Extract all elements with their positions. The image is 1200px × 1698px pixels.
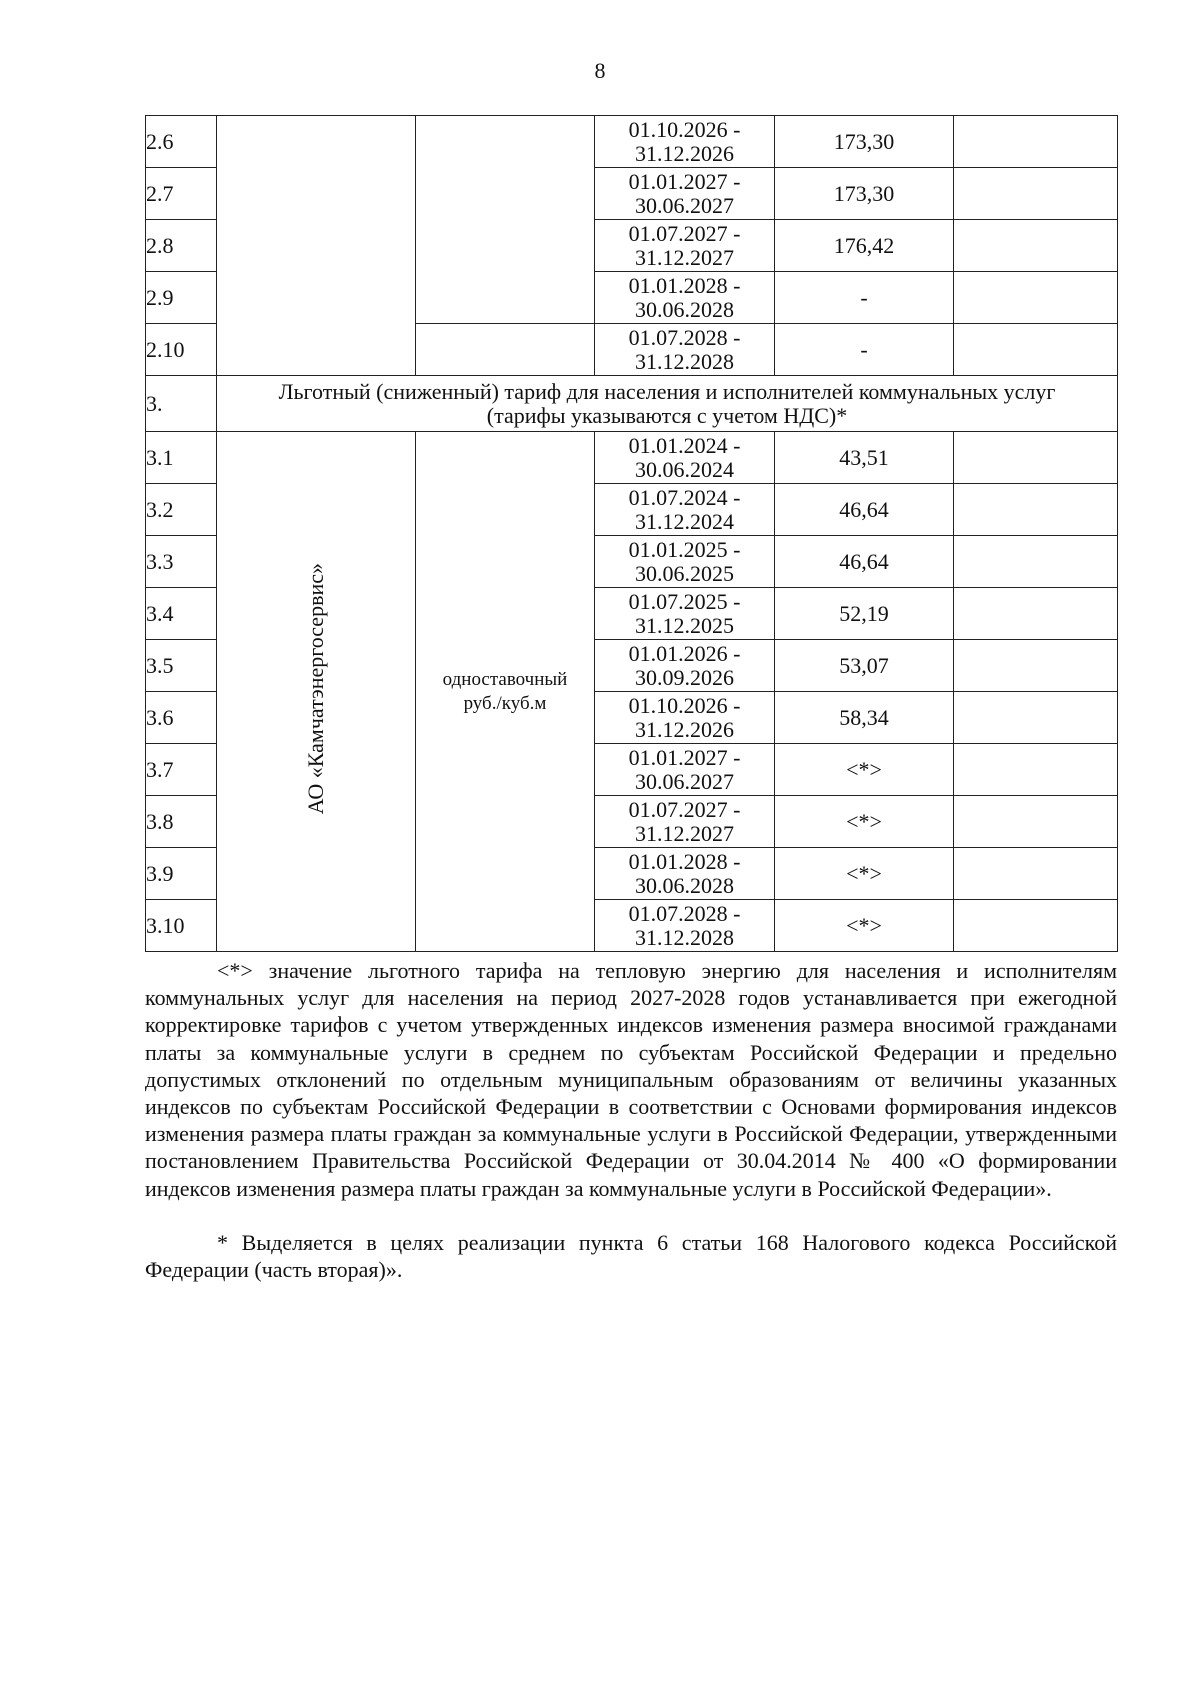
empty-cell xyxy=(954,536,1118,588)
empty-cell xyxy=(954,116,1118,168)
period-end: 31.12.2026 xyxy=(635,140,734,166)
tariff-value: <*> xyxy=(775,796,954,848)
period-start: 01.07.2028 - xyxy=(628,900,741,926)
tariff-value: 46,64 xyxy=(775,536,954,588)
row-number: 3.1 xyxy=(146,432,217,484)
period-cell xyxy=(595,116,775,168)
row-number: 3.2 xyxy=(146,484,217,536)
tariff-type-line2: руб./куб.м xyxy=(463,692,547,714)
period-cell xyxy=(595,900,775,952)
tariff-value: <*> xyxy=(775,744,954,796)
period-cell xyxy=(595,168,775,220)
empty-cell xyxy=(954,272,1118,324)
org-name: АО «Камчатэнергосервис» xyxy=(303,563,328,815)
type-cell-empty xyxy=(416,324,595,376)
footnote-star: <*> значение льготного тарифа на тепловую энергию для населения и исполнителям коммунальных услуг для населения на период 2027-2028 годов устанавливается при ежегодной корректировке тарифов с учетом утвержденных индексов изменения размера вносимой гражданами платы за коммунальные услуги в среднем по субъектам Российской Федерации и предельно допустимых отклонений по отдельным муниципальным образованиям от величины указанных индексов по субъектам Российской Федерации в соответствии с Основами формирования индексов изменения размера платы граждан за коммунальные услуги в Российской Федерации, утвержденными постановлением Правительства Российской Федерации от 30.04.2014 № 400 «О формировании индексов изменения размера платы граждан за коммунальные услуги в Российской Федерации». xyxy=(145,958,1117,1201)
period-cell xyxy=(595,536,775,588)
empty-cell xyxy=(954,432,1118,484)
table-row xyxy=(146,432,1118,484)
period-end: 31.12.2026 xyxy=(635,716,734,742)
page-number: 8 xyxy=(594,58,606,83)
period-cell xyxy=(595,692,775,744)
empty-cell xyxy=(954,848,1118,900)
org-cell xyxy=(217,432,416,952)
section-title xyxy=(217,376,1118,432)
row-number: 3.10 xyxy=(146,900,217,952)
tariff-value: 53,07 xyxy=(775,640,954,692)
empty-cell xyxy=(954,220,1118,272)
tariff-value: - xyxy=(775,272,954,324)
period-end: 30.06.2024 xyxy=(635,456,734,482)
tariff-value: 176,42 xyxy=(775,220,954,272)
tariff-type-line1: одноставочный xyxy=(442,668,568,690)
type-cell-empty xyxy=(416,116,595,324)
row-number: 3.5 xyxy=(146,640,217,692)
period-end: 30.06.2027 xyxy=(635,768,734,794)
period-cell xyxy=(595,796,775,848)
empty-cell xyxy=(954,744,1118,796)
period-cell xyxy=(595,432,775,484)
period-start: 01.01.2028 - xyxy=(628,272,741,298)
period-start: 01.01.2025 - xyxy=(628,536,741,562)
section-title-line2: (тарифы указываются с учетом НДС)* xyxy=(486,402,848,428)
org-cell-empty xyxy=(217,116,416,376)
empty-cell xyxy=(954,588,1118,640)
empty-cell xyxy=(954,796,1118,848)
period-end: 31.12.2025 xyxy=(635,612,734,638)
period-cell xyxy=(595,744,775,796)
row-number: 3.7 xyxy=(146,744,217,796)
period-end: 30.06.2028 xyxy=(635,296,734,322)
period-start: 01.10.2026 - xyxy=(628,692,741,718)
period-end: 30.06.2028 xyxy=(635,872,734,898)
tariff-value: 173,30 xyxy=(775,116,954,168)
empty-cell xyxy=(954,484,1118,536)
period-start: 01.01.2024 - xyxy=(628,432,741,458)
tariff-value: 173,30 xyxy=(775,168,954,220)
empty-cell xyxy=(954,900,1118,952)
period-end: 30.06.2027 xyxy=(635,192,734,218)
period-end: 31.12.2027 xyxy=(635,244,734,270)
footnotes xyxy=(145,957,1117,1283)
row-number: 3.4 xyxy=(146,588,217,640)
empty-cell xyxy=(954,640,1118,692)
period-start: 01.01.2028 - xyxy=(628,848,741,874)
tariff-value: <*> xyxy=(775,848,954,900)
period-start: 01.07.2027 - xyxy=(628,220,741,246)
tariff-table xyxy=(145,115,1118,952)
footnote-vat: * Выделяется в целях реализации пункта 6 статьи 168 Налогового кодекса Российской Федерации (часть вторая)». xyxy=(145,1229,1117,1283)
tariff-value: 58,34 xyxy=(775,692,954,744)
row-number: 3.3 xyxy=(146,536,217,588)
period-start: 01.07.2024 - xyxy=(628,484,741,510)
period-cell xyxy=(595,848,775,900)
period-cell xyxy=(595,220,775,272)
period-end: 31.12.2027 xyxy=(635,820,734,846)
period-end: 30.06.2025 xyxy=(635,560,734,586)
empty-cell xyxy=(954,168,1118,220)
row-number: 3.8 xyxy=(146,796,217,848)
period-end: 31.12.2028 xyxy=(635,924,734,950)
period-start: 01.01.2026 - xyxy=(628,640,741,666)
period-cell xyxy=(595,588,775,640)
period-end: 30.09.2026 xyxy=(635,664,734,690)
row-number: 2.10 xyxy=(146,324,217,376)
period-cell xyxy=(595,272,775,324)
period-start: 01.07.2027 - xyxy=(628,796,741,822)
tariff-value: 43,51 xyxy=(775,432,954,484)
tariff-value: 46,64 xyxy=(775,484,954,536)
tariff-value: 52,19 xyxy=(775,588,954,640)
section-number: 3. xyxy=(146,376,217,432)
period-cell xyxy=(595,324,775,376)
period-end: 31.12.2028 xyxy=(635,348,734,374)
period-cell xyxy=(595,484,775,536)
period-start: 01.07.2028 - xyxy=(628,324,741,350)
section-title-line1: Льготный (сниженный) тариф для населения и исполнителей коммунальных услуг xyxy=(278,378,1056,404)
row-number: 3.9 xyxy=(146,848,217,900)
tariff-value: - xyxy=(775,324,954,376)
period-start: 01.01.2027 - xyxy=(628,744,741,770)
period-end: 31.12.2024 xyxy=(635,508,734,534)
period-start: 01.10.2026 - xyxy=(628,116,741,142)
row-number: 2.7 xyxy=(146,168,217,220)
row-number: 2.9 xyxy=(146,272,217,324)
period-start: 01.01.2027 - xyxy=(628,168,741,194)
section-header-row xyxy=(146,376,1118,432)
tariff-type-cell xyxy=(416,432,595,952)
period-cell xyxy=(595,640,775,692)
empty-cell xyxy=(954,324,1118,376)
tariff-value: <*> xyxy=(775,900,954,952)
row-number: 3.6 xyxy=(146,692,217,744)
row-number: 2.8 xyxy=(146,220,217,272)
table-row xyxy=(146,116,1118,168)
row-number: 2.6 xyxy=(146,116,217,168)
empty-cell xyxy=(954,692,1118,744)
period-start: 01.07.2025 - xyxy=(628,588,741,614)
